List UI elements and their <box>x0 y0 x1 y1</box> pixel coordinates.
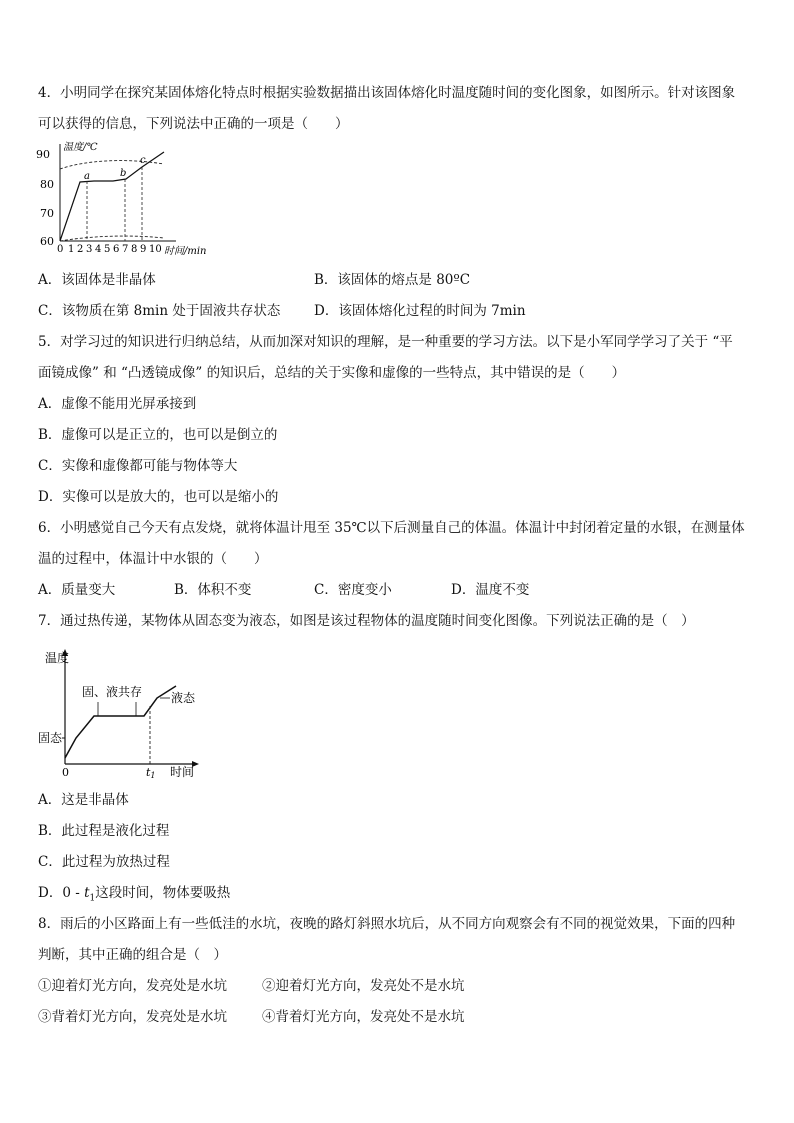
q7-xlabel: 时间 <box>170 765 195 779</box>
q7-option-a: A．这是非晶体 <box>38 792 129 808</box>
q4-dashed-curve-bottom <box>60 236 164 241</box>
svg-text:2: 2 <box>77 244 84 255</box>
q4-ylabel: 温度/℃ <box>63 142 98 153</box>
svg-text:8: 8 <box>131 244 138 255</box>
q8-stem-line2: 判断，其中正确的组合是（ ） <box>38 947 227 963</box>
q4-heating-curve <box>60 152 164 241</box>
q7-option-b: B．此过程是液化过程 <box>38 823 170 839</box>
q4-ytick-60: 60 <box>40 235 54 248</box>
q6-stem-line2: 温的过程中，体温计中水银的（ ） <box>38 551 268 567</box>
q8-stem-line1: 8．雨后的小区路面上有一些低洼的水坑，夜晚的路灯斜照水坑后，从不同方向观察会有不同的视觉效果，下面的四种 <box>38 916 736 932</box>
q6-option-c: C．密度变小 <box>314 582 392 598</box>
q6-option-a: A．质量变大 <box>38 582 116 598</box>
q4-ytick-90: 90 <box>36 148 50 161</box>
q5-stem-line1: 5．对学习过的知识进行归纳总结，从而加深对知识的理解，是一种重要的学习方法。以下是小军同学学习了关于 “平 <box>38 334 733 350</box>
q4-xlabel: 时间/min <box>164 246 207 257</box>
q5-stem-line2: 面镜成像” 和 “凸透镜成像” 的知识后，总结的关于实像和虚像的一些特点，其中错误的是（ ） <box>38 365 626 381</box>
q4-point-c: c <box>140 155 146 166</box>
q4-dashed-curve-top <box>60 161 164 169</box>
q4-ytick-70: 70 <box>40 207 54 220</box>
q4-option-a: A．该固体是非晶体 <box>38 272 156 288</box>
svg-text:10: 10 <box>149 244 162 255</box>
q4-option-d: D．该固体熔化过程的时间为 7min <box>314 303 526 319</box>
q8-statement-4: ④背着灯光方向，发亮处不是水坑 <box>262 1009 465 1025</box>
q7-origin: 0 <box>62 766 69 779</box>
q4-ytick-80: 80 <box>40 178 54 191</box>
q4-stem-line2: 可以获得的信息，下列说法中正确的一项是（ ） <box>38 116 349 132</box>
q4-option-c: C．该物质在第 8min 处于固液共存状态 <box>38 303 281 319</box>
svg-text:9: 9 <box>140 244 147 255</box>
q7-label-liquid: 液态 <box>171 691 196 705</box>
q7-ylabel: 温度 <box>45 651 70 665</box>
q6-option-d: D．温度不变 <box>451 582 530 598</box>
svg-text:3: 3 <box>86 244 93 255</box>
q5-option-b: B．虚像可以是正立的，也可以是倒立的 <box>38 427 278 443</box>
svg-text:4: 4 <box>95 244 102 255</box>
q4-stem-line1: 4．小明同学在探究某固体熔化特点时根据实验数据描出该固体熔化时温度随时间的变化图象，如图所示。针对该图象 <box>38 85 736 101</box>
q6-option-b: B．体积不变 <box>174 582 252 598</box>
svg-text:1: 1 <box>68 244 75 255</box>
q7-option-c: C．此过程为放热过程 <box>38 854 170 870</box>
q4-point-b: b <box>120 168 127 179</box>
q7-option-d: D．$0 - t_1$这段时间，物体要吸热 <box>38 885 231 904</box>
q4-option-b: B．该固体的熔点是 80ºC <box>314 272 471 288</box>
q7-t1-label: t1 <box>146 766 156 780</box>
q7-stem-line1: 7．通过热传递，某物体从固态变为液态，如图是该过程物体的温度随时间变化图像。下列说法正确的是（ ） <box>38 613 695 629</box>
q5-option-c: C．实像和虚像都可能与物体等大 <box>38 458 238 474</box>
q4-temperature-graph <box>36 138 226 260</box>
q7-temperature-graph <box>36 646 206 780</box>
q7-label-solid: 固态 <box>38 731 63 745</box>
q5-option-d: D．实像可以是放大的，也可以是缩小的 <box>38 489 279 505</box>
svg-text:7: 7 <box>122 244 129 255</box>
q8-statement-2: ②迎着灯光方向，发亮处不是水坑 <box>262 978 465 994</box>
q6-stem-line1: 6．小明感觉自己今天有点发烧，就将体温计甩至 35℃以下后测量自己的体温。体温计中封闭着定量的水银，在测量体 <box>38 520 745 536</box>
svg-text:0: 0 <box>57 244 64 255</box>
q8-statement-3: ③背着灯光方向，发亮处是水坑 <box>38 1009 227 1025</box>
q5-option-a: A．虚像不能用光屏承接到 <box>38 396 197 412</box>
svg-text:5: 5 <box>104 244 111 255</box>
q7-label-mix: 固、液共存 <box>82 685 143 699</box>
svg-text:6: 6 <box>113 244 120 255</box>
q4-point-a: a <box>84 171 90 182</box>
q8-statement-1: ①迎着灯光方向，发亮处是水坑 <box>38 978 227 994</box>
